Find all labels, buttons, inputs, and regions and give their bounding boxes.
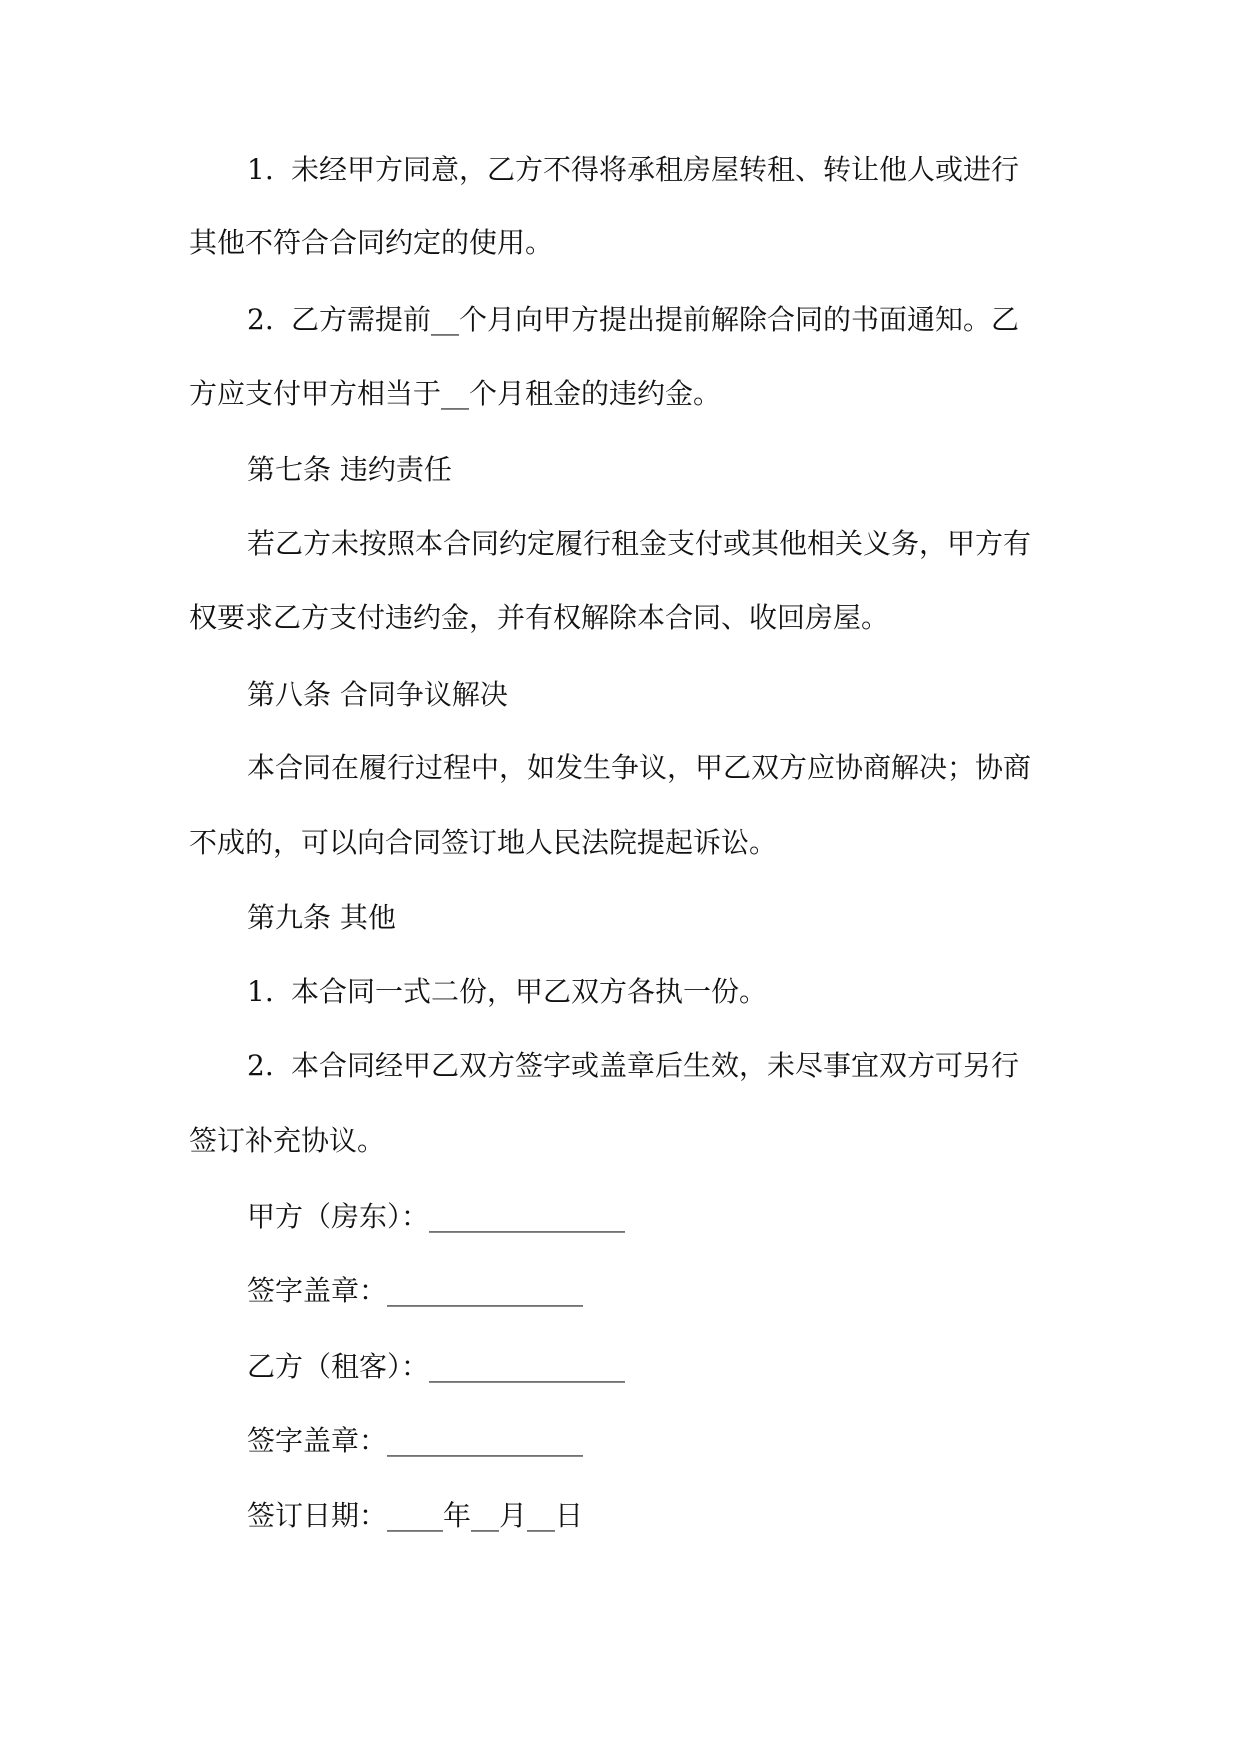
clause-8-line-1: 本合同在履行过程中，如发生争议，甲乙双方应协商解决；协商 [247, 751, 1032, 784]
clause-8-heading: 第八条 合同争议解决 [247, 678, 508, 711]
signature-party-b: 乙方（租客）：______________ [247, 1350, 626, 1383]
signature-party-a-sign: 签字盖章：______________ [247, 1274, 584, 1307]
clause-9-item-2-line-2: 签订补充协议。 [189, 1124, 386, 1157]
item-number: 2. [247, 303, 274, 336]
clause-7-line-2: 权要求乙方支付违约金，并有权解除本合同、收回房屋。 [189, 601, 890, 634]
clause-9-heading: 第九条 其他 [247, 901, 396, 934]
clause-9-item-2-line-1: 2. 本合同经甲乙双方签字或盖章后生效，未尽事宜双方可另行 [247, 1046, 1019, 1086]
item-number: 1. [247, 153, 274, 186]
signature-party-b-sign: 签字盖章：______________ [247, 1424, 584, 1457]
clause-7-line-1: 若乙方未按照本合同约定履行租金支付或其他相关义务，甲方有 [247, 527, 1032, 560]
clause-6-item-2-line-2: 方应支付甲方相当于__个月租金的违约金。 [189, 377, 722, 410]
clause-9-item-1-line-1: 1. 本合同一式二份，甲乙双方各执一份。 [247, 972, 767, 1012]
clause-8-line-2: 不成的，可以向合同签订地人民法院提起诉讼。 [189, 826, 778, 859]
signature-date: 签订日期：____年__月__日 [247, 1499, 584, 1532]
clause-6-item-2-line-1: 2. 乙方需提前__个月向甲方提出提前解除合同的书面通知。乙 [247, 300, 1019, 340]
signature-party-a: 甲方（房东）：______________ [247, 1200, 626, 1233]
clause-7-heading: 第七条 违约责任 [247, 453, 452, 486]
clause-6-item-1-line-1: 1. 未经甲方同意，乙方不得将承租房屋转租、转让他人或进行 [247, 150, 1019, 190]
item-number: 2. [247, 1049, 274, 1082]
clause-6-item-1-line-2: 其他不符合合同约定的使用。 [189, 226, 554, 259]
item-number: 1. [247, 975, 274, 1008]
